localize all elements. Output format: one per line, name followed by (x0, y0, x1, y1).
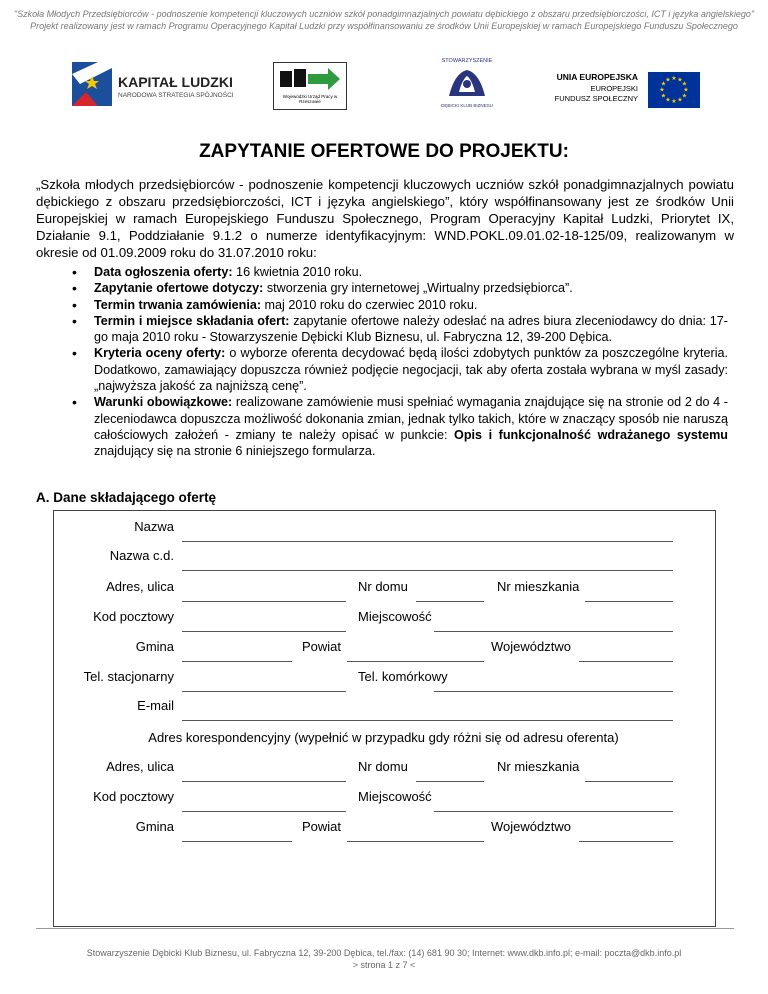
svg-text:★: ★ (671, 75, 677, 82)
kapital-ludzki-subtitle: NARODOWA STRATEGIA SPÓJNOŚCI (118, 92, 234, 99)
field-gmina[interactable] (182, 661, 292, 662)
field-gmina-2[interactable] (182, 841, 292, 842)
field-tel-komorkowy[interactable] (434, 691, 673, 692)
field-miejscowosc[interactable] (434, 631, 673, 632)
header-line-1: "Szkoła Młodych Przedsiębiorców - podnoszenie kompetencji kluczowych uczniów szkół ponadgimnazjalnych powiatu dębickiego z obszaru przedsiębiorczości, ICT i języka angielskiego" (13, 9, 755, 19)
info-bullet-list (76, 264, 728, 460)
bullet-text: o wyborze oferenta decydować będą ilości zdobytych punktów za poszczególne kryteria. Dodatkowo, zamawiający dopuszcza również podjęcie negocjacji, tak aby oferta została wybrana w myśl zasady: „najwyższa jakość za najniższą cenę”. (94, 346, 728, 394)
kapital-ludzki-emblem-icon (72, 62, 112, 106)
svg-text:★: ★ (660, 80, 667, 88)
page-number: > strona 1 z 7 < (352, 960, 416, 970)
label-powiat: Powiat (302, 639, 342, 654)
offeror-data-form (53, 510, 716, 927)
dkb-emblem-icon (445, 66, 489, 100)
label-adres-ulica-2: Adres, ulica (106, 759, 174, 774)
bullet-warunki (76, 394, 728, 459)
field-nr-domu-2[interactable] (416, 781, 484, 782)
label-nr-domu-2: Nr domu (358, 759, 408, 774)
bullet-label: Termin i miejsce składania ofert: (94, 313, 290, 328)
bullet-label: Zapytanie ofertowe dotyczy: (94, 281, 264, 296)
eu-subtitle-2: FUNDUSZ SPOŁECZNY (554, 94, 638, 103)
wup-arrow-icon (278, 66, 342, 92)
eu-flag-icon (648, 72, 700, 108)
field-miejscowosc-2[interactable] (434, 811, 673, 812)
svg-text:★: ★ (665, 76, 671, 84)
bullet-label: Data ogłoszenia oferty: (94, 265, 233, 279)
footer-address: Stowarzyszenie Dębicki Klub Biznesu, ul. Fabryczna 12, 39-200 Dębica, tel./fax: (14) 681 90 30; Internet: www.dkb.info.pl; e-mail: poczta@dkb.info.pl (86, 948, 682, 958)
svg-text:★: ★ (677, 76, 683, 84)
field-nr-mieszkania-2[interactable] (585, 781, 673, 782)
svg-text:★: ★ (677, 96, 683, 104)
bullet-termin-skladania (76, 313, 728, 346)
svg-text:★: ★ (683, 86, 689, 94)
label-gmina-2: Gmina (135, 819, 174, 834)
label-nazwa-cd: Nazwa c.d. (109, 548, 174, 563)
svg-text:★: ★ (681, 92, 688, 100)
bullet-label-2: Opis i funkcjonalność wdrażanego systemu (454, 427, 728, 442)
bullet-kryteria (76, 345, 728, 394)
label-wojewodztwo: Województwo (491, 639, 571, 654)
label-gmina: Gmina (135, 639, 174, 654)
label-nazwa: Nazwa (134, 519, 174, 534)
svg-text:★: ★ (681, 80, 688, 88)
dkb-top-text: STOWARZYSZENIE (441, 58, 493, 64)
field-adres-ulica-2[interactable] (182, 781, 346, 782)
svg-text:★: ★ (665, 96, 671, 104)
field-nr-mieszkania[interactable] (585, 601, 673, 602)
label-nr-domu: Nr domu (358, 579, 408, 594)
footer-divider (36, 928, 734, 929)
label-powiat-2: Powiat (302, 819, 342, 834)
label-wojewodztwo-2: Województwo (491, 819, 571, 834)
field-nazwa-cd[interactable] (182, 570, 673, 571)
wup-logo (273, 62, 347, 110)
bullet-zapytanie (76, 280, 728, 296)
label-email: E-mail (137, 698, 174, 713)
field-wojewodztwo-2[interactable] (579, 841, 673, 842)
field-email[interactable] (182, 720, 673, 721)
field-wojewodztwo[interactable] (579, 661, 673, 662)
svg-text:★: ★ (671, 98, 677, 105)
field-nazwa[interactable] (182, 541, 673, 542)
bullet-label: Termin trwania zamówienia: (94, 297, 262, 312)
label-adres-korespondencyjny: Adres korespondencyjny (wypełnić w przypadku gdy różni się od adresu oferenta) (148, 730, 619, 745)
dkb-bottom-text: DĘBICKI KLUB BIZNESU (441, 103, 493, 108)
label-miejscowosc: Miejscowość (358, 609, 432, 624)
bullet-label: Kryteria oceny oferty: (94, 346, 226, 361)
section-title: A. Dane składającego ofertę (36, 490, 217, 505)
wup-text: Wojewódzki Urząd Pracy w Rzeszowie (282, 94, 338, 104)
bullet-text: 16 kwietnia 2010 roku. (232, 265, 363, 279)
bullet-label: Warunki obowiązkowe: (94, 395, 233, 410)
field-powiat-2[interactable] (347, 841, 484, 842)
bullet-termin-trwania (76, 297, 728, 313)
eu-subtitle-1: EUROPEJSKI (590, 84, 638, 93)
field-nr-domu[interactable] (416, 601, 484, 602)
bullet-text-2: znajdujący się na stronie 6 niniejszego formularza. (94, 444, 376, 459)
svg-text:★: ★ (659, 86, 665, 94)
label-tel-komorkowy: Tel. komórkowy (358, 669, 448, 684)
bullet-text: zapytanie ofertowe należy odesłać na adres biura zleceniodawcy do dnia: 17-go maja 2010 roku - Stowarzyszenie Dębicki Klub Biznesu, ul. Fabryczna 12, 39-200 Dębica. (94, 313, 729, 345)
page-title: ZAPYTANIE OFERTOWE DO PROJEKTU: (199, 141, 569, 162)
label-kod-pocztowy-2: Kod pocztowy (93, 789, 174, 804)
bullet-text: stworzenia gry internetowej „Wirtualny przedsiębiorca”. (263, 281, 573, 296)
label-tel-stacjonarny: Tel. stacjonarny (83, 669, 174, 684)
kapital-ludzki-logo (72, 62, 242, 106)
label-miejscowosc-2: Miejscowość (358, 789, 432, 804)
label-nr-mieszkania-2: Nr mieszkania (497, 759, 580, 774)
intro-paragraph: „Szkoła młodych przedsiębiorców - podnoszenie kompetencji kluczowych uczniów szkół ponadgimnazjalnych powiatu dębickiego z obszaru przedsiębiorczości, ICT i języka angielskiego”, który współfinansowany jest ze środków Unii Europejskiej w ramach Europejskiego Funduszu Społecznego, Program Operacyjny Kapitał Ludzki, Priorytet IX, Działanie 9.1, Poddziałanie 9.1.2 o numerze identyfikacyjnym: WND.POKL.09.01.02-18-125/09, realizowanym w okresie od 01.09.2009 roku do 31.07.2010 roku: (36, 177, 734, 260)
bullet-text: realizowane zamówienie musi spełniać wymagania znajdujące się na stronie od 2 do 4 - zleceniodawca dopuszcza możliwość dokonania zmian, jednak tylko takich, które w znaczący sposób nie naruszą całościowych założeń - zmiany te należy opisać w punkcie: (94, 395, 729, 442)
svg-text:★: ★ (660, 92, 667, 100)
field-tel-stacjonarny[interactable] (182, 691, 346, 692)
bullet-data-ogloszenia (76, 264, 728, 280)
field-adres-ulica[interactable] (182, 601, 346, 602)
field-kod-pocztowy-2[interactable] (182, 811, 346, 812)
header-line-2: Projekt realizowany jest w ramach Programu Operacyjnego Kapitał Ludzki przy współfinansowaniu ze środków Unii Europejskiej w ramach Europejskiego Funduszu Społecznego (30, 21, 738, 31)
label-kod-pocztowy: Kod pocztowy (93, 609, 174, 624)
dkb-logo (432, 58, 502, 112)
kapital-ludzki-title: KAPITAŁ LUDZKI (118, 74, 233, 90)
bullet-text: maj 2010 roku do czerwiec 2010 roku. (261, 297, 478, 312)
eu-title: UNIA EUROPEJSKA (556, 72, 638, 82)
label-nr-mieszkania: Nr mieszkania (497, 579, 580, 594)
label-adres-ulica: Adres, ulica (106, 579, 174, 594)
field-kod-pocztowy[interactable] (182, 631, 346, 632)
field-powiat[interactable] (347, 661, 484, 662)
eu-logo (540, 72, 700, 110)
